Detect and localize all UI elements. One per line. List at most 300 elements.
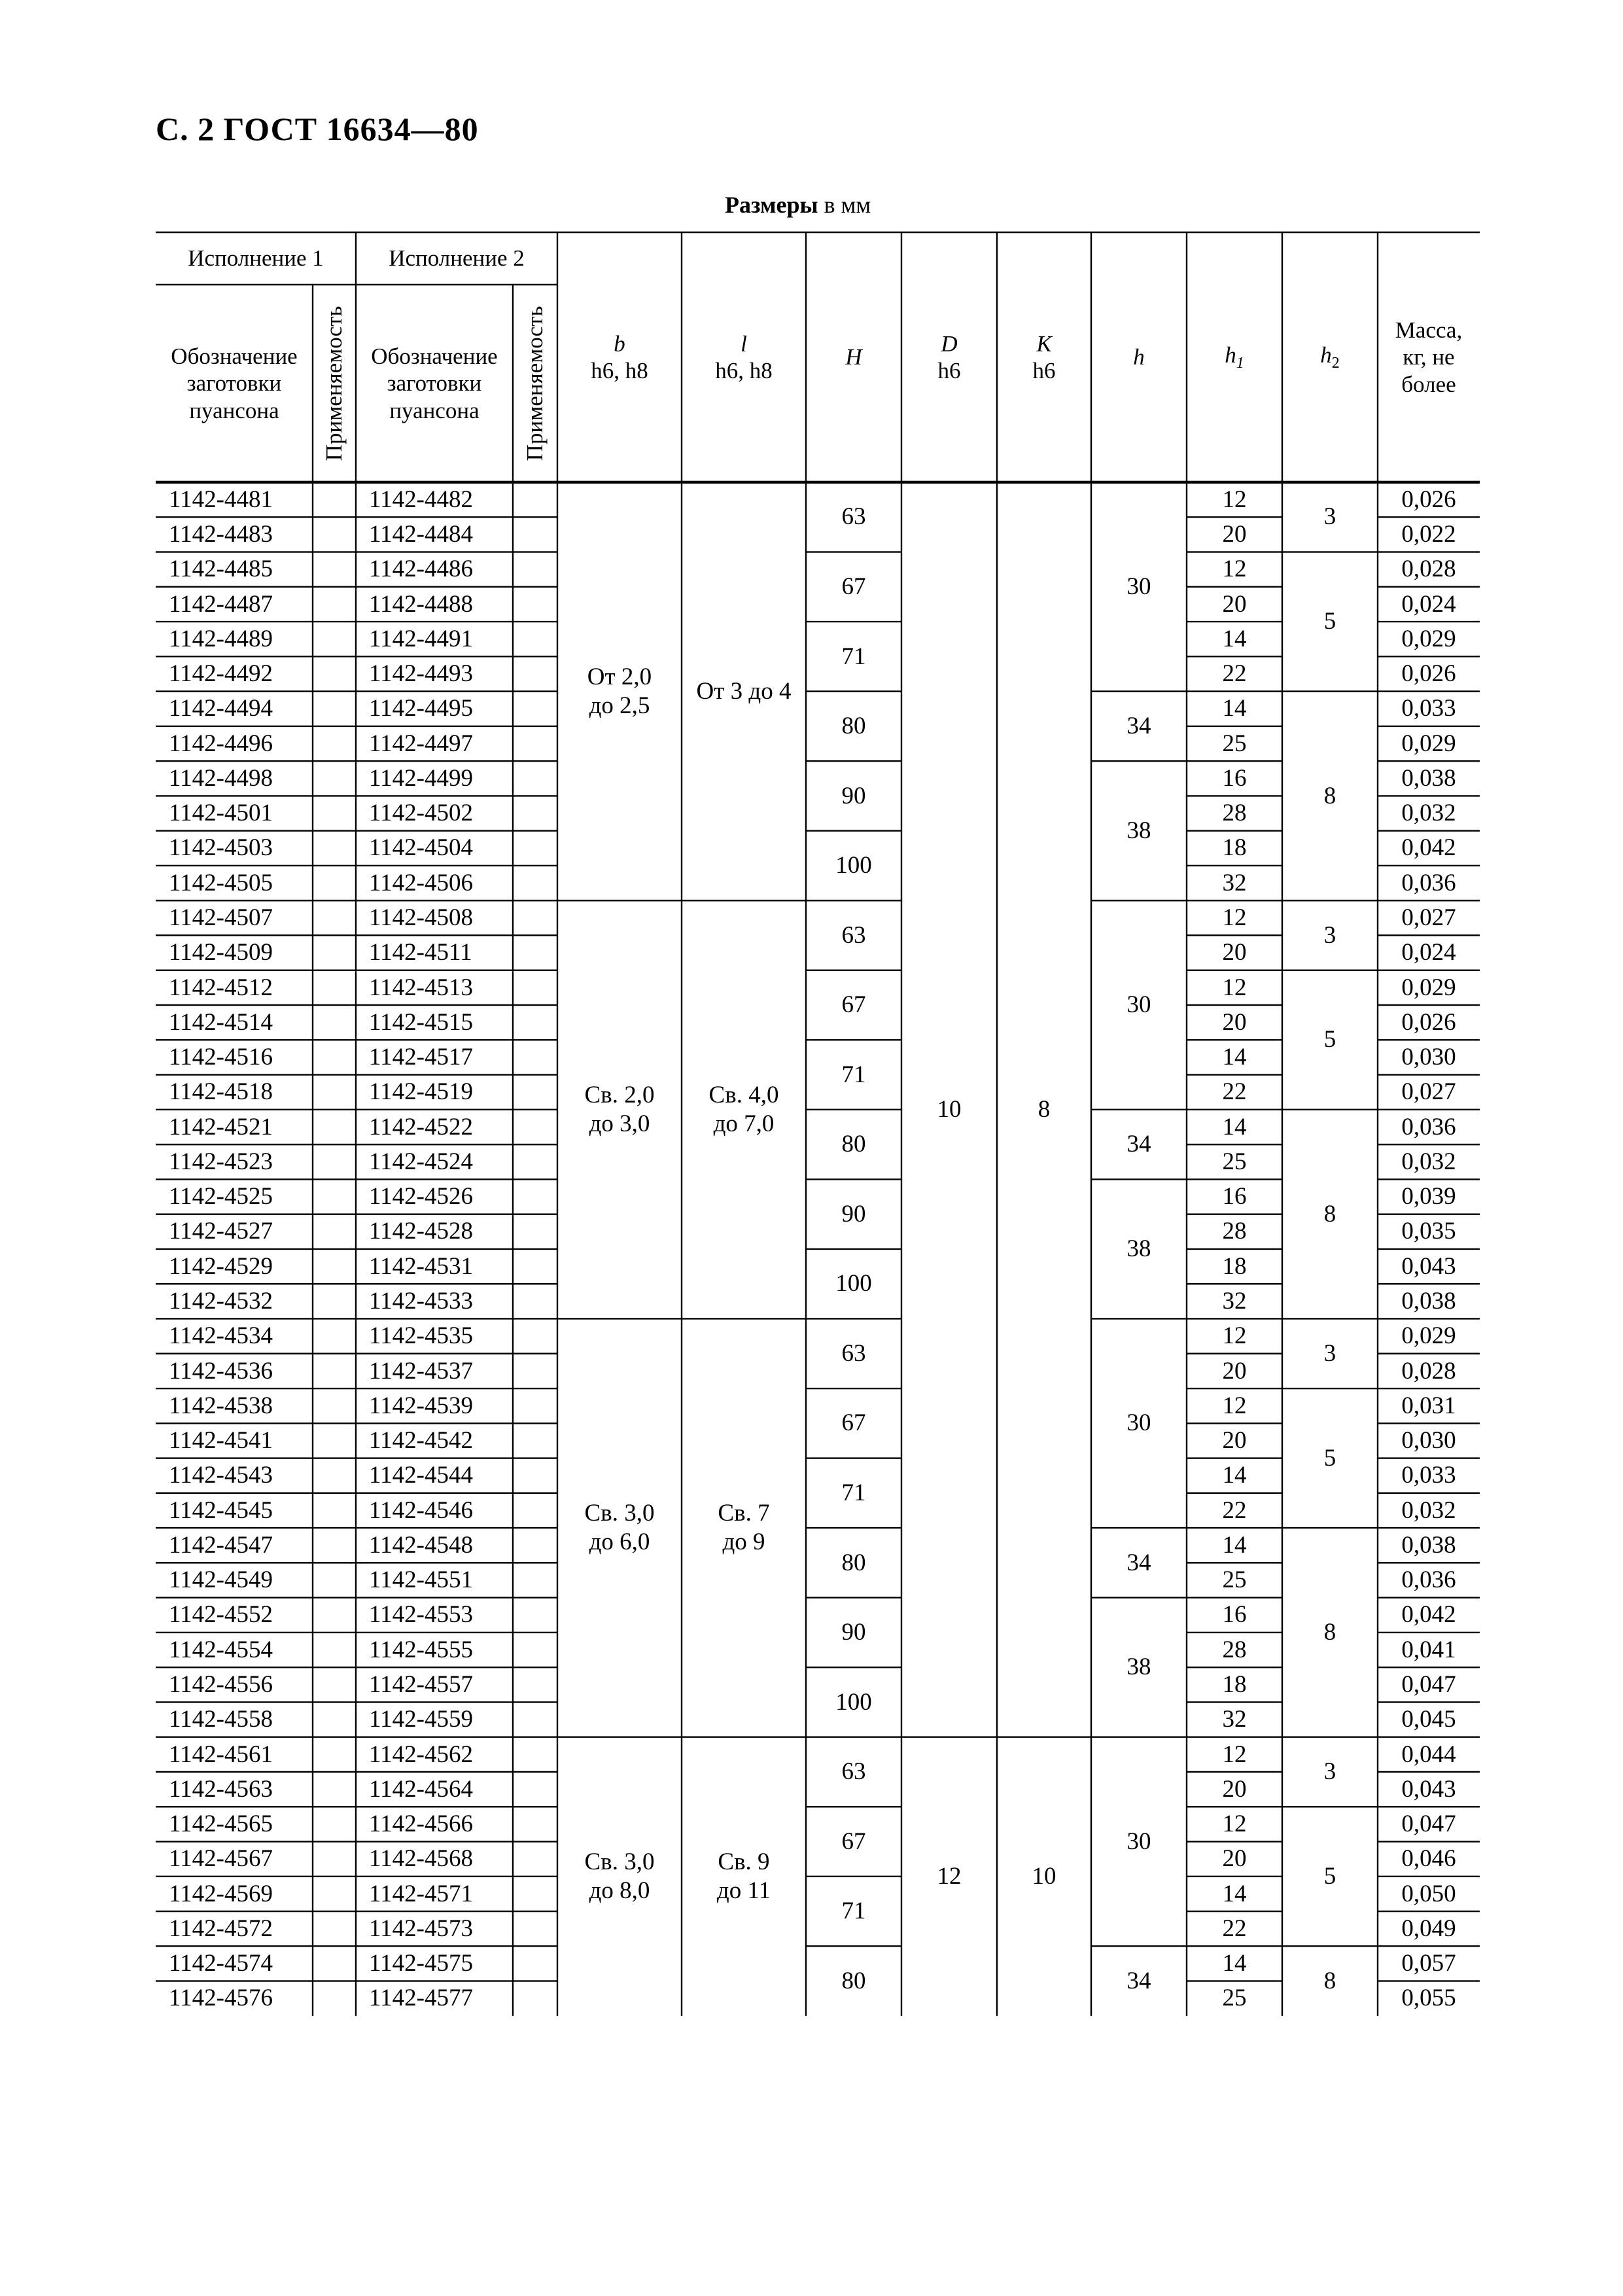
header-b: b h6, h8: [591, 330, 648, 383]
code-ispolnenie-1-text: 1142-4567: [169, 1845, 273, 1873]
code-ispolnenie-1: [156, 1040, 313, 1074]
h1-value: [1187, 1284, 1282, 1318]
code-ispolnenie-1: [156, 866, 313, 900]
h1-value-text: 32: [1222, 1288, 1247, 1315]
mass-value: [1378, 1318, 1480, 1353]
h1-value: [1187, 900, 1282, 935]
h1-value-text: 20: [1222, 521, 1247, 548]
h1-value: [1187, 552, 1282, 587]
code-ispolnenie-1: [156, 1179, 313, 1214]
h1-value-text: 12: [1222, 1810, 1247, 1838]
mass-value-text: 0,044: [1401, 1740, 1456, 1768]
code-ispolnenie-2-text: 1142-4497: [369, 730, 473, 757]
code-ispolnenie-1-text: 1142-4483: [169, 521, 273, 548]
l-range: [682, 482, 806, 900]
h1-value: [1187, 1458, 1282, 1493]
h-value-text: 38: [1126, 817, 1151, 844]
code-ispolnenie-1: [156, 1318, 313, 1353]
code-ispolnenie-2: [356, 482, 513, 517]
code-ispolnenie-1: [156, 1458, 313, 1493]
code-ispolnenie-2: [356, 1388, 513, 1423]
code-ispolnenie-2-text: 1142-4546: [369, 1496, 473, 1524]
code-ispolnenie-1: [156, 656, 313, 691]
code-ispolnenie-2: [356, 1318, 513, 1353]
H-value: [806, 1737, 901, 1807]
code-ispolnenie-1-text: 1142-4487: [169, 590, 273, 618]
code-ispolnenie-1-text: 1142-4509: [169, 939, 273, 966]
h1-value: [1187, 1667, 1282, 1702]
h2-value: [1282, 1388, 1378, 1528]
code-ispolnenie-1-text: 1142-4563: [169, 1775, 273, 1803]
h1-value-text: 20: [1222, 1775, 1247, 1803]
mass-value-text: 0,029: [1401, 1322, 1456, 1350]
h1-value-text: 20: [1222, 1008, 1247, 1036]
code-ispolnenie-1-text: 1142-4489: [169, 625, 273, 652]
code-ispolnenie-2: [356, 1179, 513, 1214]
code-ispolnenie-2-text: 1142-4548: [369, 1531, 473, 1559]
code-ispolnenie-1: [156, 1249, 313, 1284]
header-D: D h6: [937, 330, 961, 383]
header-h: h: [1133, 344, 1145, 370]
H-value-text: 100: [835, 852, 872, 879]
code-ispolnenie-1-text: 1142-4532: [169, 1288, 273, 1315]
H-value: [806, 1807, 901, 1877]
h1-value-text: 12: [1222, 1392, 1247, 1419]
D-value: [901, 1737, 997, 2016]
code-ispolnenie-1-text: 1142-4525: [169, 1183, 273, 1210]
mass-value-text: 0,026: [1401, 660, 1456, 688]
mass-value: [1378, 656, 1480, 691]
mass-value: [1378, 1354, 1480, 1388]
h1-value: [1187, 656, 1282, 691]
mass-value-text: 0,032: [1401, 800, 1456, 827]
h-value-text: 38: [1126, 1653, 1151, 1681]
code-ispolnenie-2-text: 1142-4488: [369, 590, 473, 618]
H-value: [806, 1388, 901, 1458]
mass-value: [1378, 796, 1480, 830]
H-value-text: 67: [841, 991, 866, 1019]
mass-value: [1378, 482, 1480, 517]
h2-value-text: 8: [1323, 782, 1336, 809]
h1-value-text: 14: [1222, 1462, 1247, 1489]
h1-value: [1187, 1702, 1282, 1737]
code-ispolnenie-2: [356, 1144, 513, 1179]
h1-value-text: 16: [1222, 1183, 1247, 1210]
mass-value: [1378, 1702, 1480, 1737]
code-ispolnenie-1: [156, 1528, 313, 1563]
h-value-text: 30: [1126, 573, 1151, 600]
code-ispolnenie-2-text: 1142-4499: [369, 764, 473, 792]
code-ispolnenie-2-text: 1142-4557: [369, 1670, 473, 1698]
mass-value: [1378, 831, 1480, 866]
l-range-line: до 9: [722, 1528, 765, 1556]
h1-value-text: 32: [1222, 1706, 1247, 1733]
h-value-text: 34: [1126, 713, 1151, 740]
code-ispolnenie-2-text: 1142-4551: [369, 1566, 473, 1594]
code-ispolnenie-2: [356, 726, 513, 761]
code-ispolnenie-2: [356, 692, 513, 726]
mass-value: [1378, 1946, 1480, 1981]
code-ispolnenie-1-text: 1142-4549: [169, 1566, 273, 1594]
H-value-text: 71: [841, 1479, 866, 1506]
code-ispolnenie-2: [356, 900, 513, 935]
h-value-text: 30: [1126, 1828, 1151, 1855]
h-value: [1091, 1179, 1187, 1318]
H-value-text: 67: [841, 573, 866, 600]
h1-value: [1187, 517, 1282, 552]
code-ispolnenie-1: [156, 1842, 313, 1877]
header-H: H: [845, 344, 862, 370]
H-value-text: 80: [841, 713, 866, 740]
h1-value-text: 14: [1222, 1113, 1247, 1140]
H-value-text: 71: [841, 1898, 866, 1925]
code-ispolnenie-2: [356, 1284, 513, 1318]
mass-value: [1378, 1075, 1480, 1110]
mass-value: [1378, 1981, 1480, 2016]
code-ispolnenie-1-text: 1142-4494: [169, 695, 273, 722]
H-value: [806, 1040, 901, 1110]
H-value-text: 80: [841, 1967, 866, 1994]
code-ispolnenie-2: [356, 1807, 513, 1841]
code-ispolnenie-2: [356, 656, 513, 691]
mass-value: [1378, 1877, 1480, 1911]
mass-value-text: 0,036: [1401, 1113, 1456, 1140]
code-ispolnenie-1-text: 1142-4492: [169, 660, 273, 688]
mass-value: [1378, 1388, 1480, 1423]
H-value-text: 63: [841, 1758, 866, 1786]
mass-value: [1378, 1911, 1480, 1946]
code-ispolnenie-1: [156, 1005, 313, 1040]
h1-value-text: 12: [1222, 486, 1247, 513]
mass-value: [1378, 1458, 1480, 1493]
code-ispolnenie-1: [156, 1772, 313, 1807]
H-value: [806, 761, 901, 831]
l-range-line: Св. 9: [718, 1848, 770, 1876]
h1-value-text: 14: [1222, 1531, 1247, 1559]
mass-value: [1378, 970, 1480, 1005]
header-K: K h6: [1032, 330, 1056, 383]
H-value-text: 100: [835, 1688, 872, 1716]
code-ispolnenie-1: [156, 936, 313, 970]
code-ispolnenie-1-text: 1142-4556: [169, 1670, 273, 1698]
K-value: [997, 482, 1091, 1737]
mass-value-text: 0,027: [1401, 1078, 1456, 1106]
h1-value-text: 12: [1222, 556, 1247, 583]
mass-value: [1378, 1040, 1480, 1074]
h2-value-text: 3: [1323, 1758, 1336, 1786]
code-ispolnenie-1-text: 1142-4543: [169, 1462, 273, 1489]
code-ispolnenie-2-text: 1142-4484: [369, 521, 473, 548]
mass-value-text: 0,029: [1401, 974, 1456, 1001]
code-ispolnenie-1-text: 1142-4536: [169, 1357, 273, 1385]
K-value-text: 10: [1032, 1862, 1056, 1890]
h1-value-text: 12: [1222, 904, 1247, 932]
code-ispolnenie-1: [156, 1737, 313, 1772]
b-range: [557, 1318, 682, 1737]
l-range-line: до 7,0: [713, 1110, 775, 1137]
code-ispolnenie-2-text: 1142-4513: [369, 974, 473, 1001]
code-ispolnenie-1-text: 1142-4481: [169, 486, 273, 513]
mass-value-text: 0,033: [1401, 695, 1456, 722]
h1-value: [1187, 726, 1282, 761]
code-ispolnenie-1: [156, 1388, 313, 1423]
mass-value: [1378, 1528, 1480, 1563]
h1-value: [1187, 1737, 1282, 1772]
mass-value: [1378, 692, 1480, 726]
mass-value-text: 0,043: [1401, 1775, 1456, 1803]
code-ispolnenie-2-text: 1142-4539: [369, 1392, 473, 1419]
mass-value-text: 0,057: [1401, 1950, 1456, 1977]
units-caption-bold: Размеры: [725, 192, 818, 218]
code-ispolnenie-2: [356, 587, 513, 622]
code-ispolnenie-2: [356, 1214, 513, 1249]
code-ispolnenie-2: [356, 1842, 513, 1877]
mass-value: [1378, 1214, 1480, 1249]
l-range-line: Св. 4,0: [708, 1082, 779, 1109]
h2-value-text: 8: [1323, 1200, 1336, 1227]
mass-value: [1378, 1667, 1480, 1702]
H-value: [806, 1598, 901, 1668]
code-ispolnenie-2-text: 1142-4573: [369, 1915, 473, 1942]
code-ispolnenie-1-text: 1142-4514: [169, 1008, 273, 1036]
H-value: [806, 482, 901, 552]
H-value: [806, 1877, 901, 1947]
mass-value-text: 0,055: [1401, 1985, 1456, 2012]
h1-value-text: 20: [1222, 1427, 1247, 1455]
code-ispolnenie-2-text: 1142-4506: [369, 869, 473, 896]
h1-value: [1187, 1423, 1282, 1458]
h-value: [1091, 1737, 1187, 1947]
h2-value-text: 3: [1323, 503, 1336, 531]
h1-value: [1187, 1563, 1282, 1597]
h2-value: [1282, 1528, 1378, 1737]
code-ispolnenie-2: [356, 1354, 513, 1388]
code-ispolnenie-2: [356, 1458, 513, 1493]
code-ispolnenie-1: [156, 1144, 313, 1179]
h1-value-text: 12: [1222, 1740, 1247, 1768]
code-ispolnenie-2: [356, 1633, 513, 1667]
l-range-line: От 3 до 4: [696, 677, 792, 705]
code-ispolnenie-2: [356, 761, 513, 796]
h1-value-text: 18: [1222, 1670, 1247, 1698]
h2-value-text: 5: [1323, 1026, 1336, 1053]
code-ispolnenie-2: [356, 622, 513, 656]
h1-value: [1187, 1110, 1282, 1144]
h-value: [1091, 692, 1187, 762]
code-ispolnenie-2-text: 1142-4577: [369, 1985, 473, 2012]
mass-value-text: 0,038: [1401, 1531, 1456, 1559]
h1-value: [1187, 1842, 1282, 1877]
h-value-text: 38: [1126, 1235, 1151, 1263]
h1-value-text: 25: [1222, 1985, 1247, 2012]
h1-value-text: 20: [1222, 1845, 1247, 1873]
code-ispolnenie-2: [356, 1493, 513, 1528]
code-ispolnenie-1: [156, 482, 313, 517]
h1-value-text: 14: [1222, 1880, 1247, 1907]
mass-value-text: 0,036: [1401, 1566, 1456, 1594]
code-ispolnenie-2-text: 1142-4531: [369, 1252, 473, 1280]
header-l: l h6, h8: [715, 330, 773, 383]
l-range: [682, 1737, 806, 2016]
code-ispolnenie-1: [156, 831, 313, 866]
mass-value: [1378, 1598, 1480, 1633]
mass-value: [1378, 866, 1480, 900]
mass-value-text: 0,036: [1401, 869, 1456, 896]
code-ispolnenie-1-text: 1142-4545: [169, 1496, 273, 1524]
h1-value-text: 12: [1222, 974, 1247, 1001]
mass-value: [1378, 587, 1480, 622]
h1-value: [1187, 587, 1282, 622]
h1-value-text: 16: [1222, 1601, 1247, 1629]
code-ispolnenie-2-text: 1142-4482: [369, 486, 473, 513]
mass-value-text: 0,026: [1401, 1008, 1456, 1036]
K-value: [997, 1737, 1091, 2016]
h1-value: [1187, 1214, 1282, 1249]
H-value-text: 71: [841, 1061, 866, 1088]
h2-value-text: 5: [1323, 1444, 1336, 1472]
code-ispolnenie-1-text: 1142-4554: [169, 1636, 273, 1663]
b-range-line: до 2,5: [589, 692, 650, 719]
code-ispolnenie-2: [356, 1563, 513, 1597]
H-value-text: 80: [841, 1549, 866, 1576]
code-ispolnenie-1: [156, 1633, 313, 1667]
code-ispolnenie-1: [156, 1284, 313, 1318]
code-ispolnenie-2-text: 1142-4511: [369, 939, 472, 966]
code-ispolnenie-1: [156, 900, 313, 935]
h1-value: [1187, 1354, 1282, 1388]
h1-value: [1187, 1179, 1282, 1214]
code-ispolnenie-2: [356, 1911, 513, 1946]
mass-value-text: 0,035: [1401, 1218, 1456, 1245]
code-ispolnenie-1-text: 1142-4574: [169, 1950, 273, 1977]
mass-value: [1378, 936, 1480, 970]
code-ispolnenie-1-text: 1142-4485: [169, 556, 273, 583]
h1-value: [1187, 622, 1282, 656]
H-value: [806, 900, 901, 970]
code-ispolnenie-2-text: 1142-4553: [369, 1601, 473, 1629]
code-ispolnenie-2-text: 1142-4562: [369, 1740, 473, 1768]
code-ispolnenie-2: [356, 1598, 513, 1633]
code-ispolnenie-1: [156, 1911, 313, 1946]
H-value-text: 90: [841, 1619, 866, 1646]
b-range-line: до 6,0: [589, 1528, 650, 1556]
h2-value: [1282, 552, 1378, 692]
code-ispolnenie-1: [156, 1110, 313, 1144]
h1-value: [1187, 866, 1282, 900]
mass-value: [1378, 1842, 1480, 1877]
mass-value-text: 0,042: [1401, 834, 1456, 862]
h1-value-text: 14: [1222, 625, 1247, 652]
code-ispolnenie-1: [156, 970, 313, 1005]
code-ispolnenie-2-text: 1142-4568: [369, 1845, 473, 1873]
b-range-line: От 2,0: [587, 663, 652, 690]
b-range: [557, 482, 682, 900]
code-ispolnenie-1-text: 1142-4538: [169, 1392, 273, 1419]
h-value: [1091, 482, 1187, 692]
code-ispolnenie-2-text: 1142-4564: [369, 1775, 473, 1803]
b-range-line: Св. 2,0: [584, 1082, 655, 1109]
h-value-text: 34: [1126, 1131, 1151, 1158]
code-ispolnenie-1: [156, 1563, 313, 1597]
code-ispolnenie-1-text: 1142-4503: [169, 834, 273, 862]
h1-value: [1187, 1877, 1282, 1911]
l-range: [682, 1318, 806, 1737]
h2-value: [1282, 692, 1378, 901]
mass-value: [1378, 1110, 1480, 1144]
mass-value: [1378, 1563, 1480, 1597]
code-ispolnenie-2: [356, 1528, 513, 1563]
h1-value-text: 16: [1222, 764, 1247, 792]
code-ispolnenie-2: [356, 552, 513, 587]
mass-value: [1378, 1807, 1480, 1841]
header-ispolnenie-1: Исполнение 1: [188, 245, 324, 272]
H-value: [806, 1946, 901, 2016]
b-range: [557, 900, 682, 1318]
h1-value: [1187, 1633, 1282, 1667]
b-range-line: до 3,0: [589, 1110, 650, 1137]
h2-value-text: 8: [1323, 1619, 1336, 1646]
code-ispolnenie-2: [356, 1702, 513, 1737]
mass-value: [1378, 622, 1480, 656]
h-value: [1091, 761, 1187, 900]
code-ispolnenie-2: [356, 866, 513, 900]
H-value: [806, 1318, 901, 1388]
header-designation-2: Обозначение заготовки пуансона: [371, 344, 498, 423]
H-value-text: 63: [841, 503, 866, 531]
code-ispolnenie-1: [156, 1598, 313, 1633]
h1-value: [1187, 1598, 1282, 1633]
code-ispolnenie-2-text: 1142-4533: [369, 1288, 473, 1315]
code-ispolnenie-2-text: 1142-4526: [369, 1183, 473, 1210]
mass-value-text: 0,024: [1401, 590, 1456, 618]
h1-value-text: 22: [1222, 660, 1247, 688]
mass-value: [1378, 1493, 1480, 1528]
mass-value-text: 0,028: [1401, 1357, 1456, 1385]
mass-value: [1378, 1284, 1480, 1318]
code-ispolnenie-2: [356, 1667, 513, 1702]
mass-value-text: 0,028: [1401, 556, 1456, 583]
code-ispolnenie-1-text: 1142-4518: [169, 1078, 273, 1106]
H-value: [806, 1667, 901, 1737]
H-value-text: 80: [841, 1131, 866, 1158]
h1-value: [1187, 970, 1282, 1005]
h1-value-text: 20: [1222, 939, 1247, 966]
mass-value-text: 0,026: [1401, 486, 1456, 513]
h1-value: [1187, 1388, 1282, 1423]
code-ispolnenie-1: [156, 726, 313, 761]
mass-value-text: 0,039: [1401, 1183, 1456, 1210]
code-ispolnenie-1-text: 1142-4565: [169, 1810, 273, 1838]
h-value: [1091, 1528, 1187, 1598]
mass-value-text: 0,027: [1401, 904, 1456, 932]
H-value: [806, 552, 901, 622]
H-value: [806, 1458, 901, 1528]
code-ispolnenie-2: [356, 1772, 513, 1807]
mass-value-text: 0,038: [1401, 1288, 1456, 1315]
code-ispolnenie-1: [156, 1981, 313, 2016]
D-value-text: 12: [937, 1862, 962, 1890]
code-ispolnenie-1-text: 1142-4507: [169, 904, 273, 932]
code-ispolnenie-1-text: 1142-4516: [169, 1044, 273, 1071]
code-ispolnenie-1-text: 1142-4505: [169, 869, 273, 896]
h1-value: [1187, 1318, 1282, 1353]
page-title: С. 2 ГОСТ 16634—80: [156, 111, 479, 147]
units-caption-rest: в мм: [818, 192, 871, 218]
header-applicability-1: Применяемость: [321, 306, 347, 461]
mass-value-text: 0,032: [1401, 1496, 1456, 1524]
h1-value-text: 25: [1222, 1566, 1247, 1594]
mass-value-text: 0,022: [1401, 521, 1456, 548]
